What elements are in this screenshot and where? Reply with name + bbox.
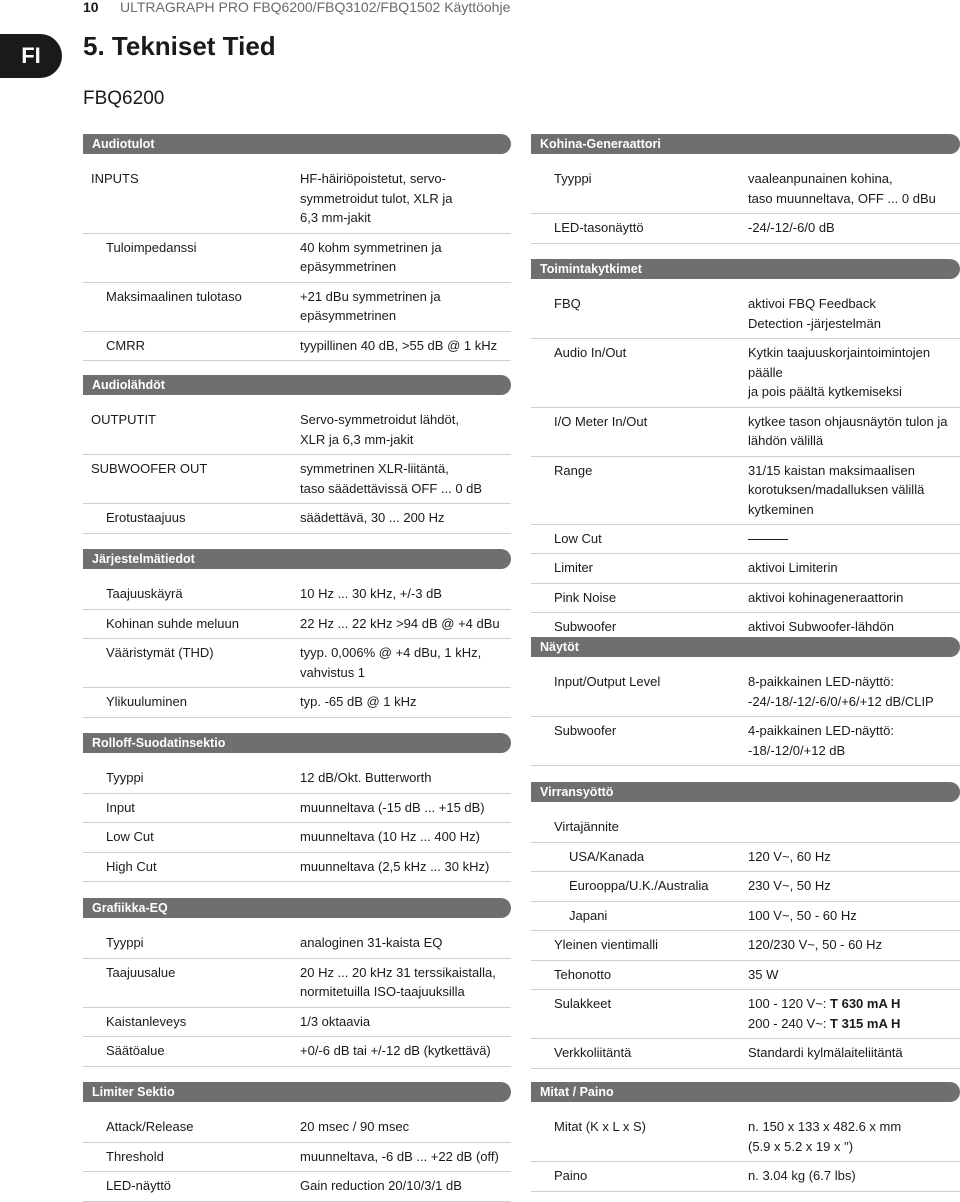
spec-label: Erotustaajuus [106,510,186,525]
spec-label: Attack/Release [106,1119,194,1134]
spec-row [531,339,960,408]
spec-label: Tyyppi [106,935,144,950]
spec-label: Paino [554,1168,588,1183]
spec-section-kohina-generaattori [531,134,960,244]
spec-label: Range [554,462,593,478]
spec-value: 10 Hz ... 30 kHz, +/-3 dB [300,586,442,601]
spec-row [531,457,960,526]
spec-row [83,1008,511,1038]
spec-value: 31/15 kaistan maksimaalisen korotuksen/madalluksen välillä kytkeminen [748,462,925,517]
spec-label: Input [106,799,135,815]
spec-value: tyypillinen 40 dB, >55 dB @ 1 kHz [300,337,498,353]
spec-row [531,717,960,766]
spec-value: n. 150 x 133 x 482.6 x mm (5.9 x 5.2 x 19 x ") [748,1119,902,1154]
spec-label: Taajuuskäyrä [106,586,183,601]
spec-row [83,283,511,332]
page-number: 10 [83,0,99,15]
spec-label: Low Cut [106,829,154,844]
spec-row [531,931,960,961]
spec-label: High Cut [106,858,157,874]
spec-value: muunneltava, -6 dB ... +22 dB (off) [300,1148,499,1164]
spec-value: 120 V~, 60 Hz [748,848,831,864]
spec-row [531,1162,960,1192]
spec-section-audiolahdot [83,375,511,534]
spec-value: typ. -65 dB @ 1 kHz [300,694,417,709]
spec-label: Taajuusalue [106,964,176,980]
spec-value: +21 dBu symmetrinen ja epäsymmetrinen [300,288,441,323]
spec-value: 4-paikkainen LED-näyttö: -18/-12/0/+12 dB [748,723,894,758]
spec-row [83,959,511,1008]
empty-value-dash [748,529,960,548]
spec-label: Yleinen vientimalli [554,937,659,952]
spec-value: muunneltava (2,5 kHz ... 30 kHz) [300,858,490,874]
section-header: Grafiikka-EQ [83,898,511,918]
spec-label: Maksimaalinen tulotaso [106,288,242,304]
section-header: Kohina-Generaattori [531,134,960,154]
spec-value: muunneltava (10 Hz ... 400 Hz) [300,829,480,844]
spec-row [531,584,960,614]
spec-label: Tehonotto [554,966,612,982]
spec-label: Input/Output Level [554,674,661,689]
model-title: FBQ6200 [83,88,165,109]
spec-row [531,525,960,554]
fuse-voltage: 200 - 240 V~: [748,1015,831,1031]
spec-label: OUTPUTIT [91,412,156,427]
spec-section-audiotulot [83,134,511,361]
spec-section-toimintakytkimet [531,259,960,643]
spec-row [83,165,511,234]
spec-label: Subwoofer [554,619,617,634]
spec-value: Gain reduction 20/10/3/1 dB [300,1178,462,1193]
spec-row [83,929,511,959]
spec-row [83,794,511,824]
spec-value: aktivoi Subwoofer-lähdön [748,619,894,634]
spec-label: Kaistanleveys [106,1013,187,1029]
spec-row [83,406,511,455]
spec-label: Vääristymät (THD) [106,645,214,660]
spec-value: Kytkin taajuuskorjaintoimintojen päälle ja pois päältä kytkemiseksi [748,345,931,399]
spec-label: Tyyppi [106,770,144,785]
spec-section-limiter-sektio [83,1082,511,1202]
manual-title: ULTRAGRAPH PRO FBQ6200/FBQ3102/FBQ1502 Käyttöohje [120,0,511,15]
spec-row [83,580,511,610]
spec-value: Standardi kylmälaiteliitäntä [748,1045,903,1060]
spec-row [83,332,511,362]
section-title: 5. Tekniset Tied [83,31,276,61]
fuse-rating: T 630 mA H [830,996,901,1011]
spec-value: Servo-symmetroidut lähdöt, XLR ja 6,3 mm-jakit [300,412,459,447]
spec-row [531,165,960,214]
spec-label: SUBWOOFER OUT [91,461,208,476]
spec-label: Limiter [554,560,594,575]
spec-value [748,817,960,837]
section-header: Mitat / Paino [531,1082,960,1102]
spec-row [531,843,960,873]
spec-row [83,1143,511,1173]
spec-row [83,1037,511,1067]
spec-label: Threshold [106,1148,164,1164]
spec-label: USA/Kanada [569,848,645,864]
section-header: Virransyöttö [531,782,960,802]
spec-value: 20 msec / 90 msec [300,1119,410,1134]
left-spec-column [83,0,511,1199]
spec-label: Audio In/Out [554,345,627,360]
spec-label: Japani [569,907,608,923]
section-header: Järjestelmätiedot [83,549,511,569]
spec-label: FBQ [554,296,581,311]
spec-value: 35 W [748,966,779,982]
spec-label: Tuloimpedanssi [106,239,197,255]
spec-label: Ylikuuluminen [106,694,187,709]
spec-label: Säätöalue [106,1043,165,1058]
spec-value: analoginen 31-kaista EQ [300,935,443,950]
spec-value: 22 Hz ... 22 kHz >94 dB @ +4 dBu [300,615,500,631]
spec-row [531,408,960,457]
spec-label: Sulakkeet [554,996,612,1011]
spec-label: Eurooppa/U.K./Australia [569,878,709,893]
spec-row [83,455,511,504]
section-header: Audiolähdöt [83,375,511,395]
spec-label: CMRR [106,337,145,353]
spec-value: vaaleanpunainen kohina, taso muunneltava, OFF ... 0 dBu [748,171,936,206]
spec-row [83,1172,511,1202]
spec-value: kytkee tason ohjausnäytön tulon ja lähdön välillä [748,413,948,448]
section-header: Limiter Sektio [83,1082,511,1102]
spec-section-rolloff-suodatinsektio [83,733,511,882]
spec-row [531,990,960,1039]
spec-row [531,554,960,584]
spec-value: 1/3 oktaavia [300,1013,371,1029]
spec-label: Subwoofer [554,723,617,738]
spec-value: -24/-12/-6/0 dB [748,220,835,235]
spec-label: Low Cut [554,531,602,546]
spec-section-grafiikka-eq [83,898,511,1067]
spec-label: Pink Noise [554,589,617,605]
spec-value: muunneltava (-15 dB ... +15 dB) [300,799,485,815]
spec-value: 100 V~, 50 - 60 Hz [748,907,857,923]
spec-row [83,764,511,794]
spec-value: HF-häiriöpoistetut, servo- symmetroidut tulot, XLR ja 6,3 mm-jakit [300,171,453,225]
spec-value: 8-paikkainen LED-näyttö: -24/-18/-12/-6/0/+6/+12 dB/CLIP [748,674,934,709]
section-header: Rolloff-Suodatinsektio [83,733,511,753]
spec-label: Verkkoliitäntä [554,1045,632,1060]
spec-value: symmetrinen XLR-liitäntä, taso säädettävissä OFF ... 0 dB [300,461,483,496]
fuse-voltage: 100 - 120 V~: [748,996,831,1011]
spec-row [531,668,960,717]
spec-value: 120/230 V~, 50 - 60 Hz [748,937,883,952]
spec-section-mitat-paino [531,1082,960,1192]
section-header: Näytöt [531,637,960,657]
spec-row [531,1039,960,1069]
spec-label: Tyyppi [554,171,592,186]
spec-row [531,961,960,991]
spec-row [83,234,511,283]
spec-label: I/O Meter In/Out [554,413,648,429]
spec-label: LED-näyttö [106,1178,172,1193]
spec-value [748,994,960,1033]
spec-value: 230 V~, 50 Hz [748,878,831,893]
spec-value: +0/-6 dB tai +/-12 dB (kytkettävä) [300,1043,491,1058]
spec-value: n. 3.04 kg (6.7 lbs) [748,1168,856,1183]
spec-value: säädettävä, 30 ... 200 Hz [300,510,445,525]
spec-row [531,872,960,902]
spec-row [83,504,511,534]
spec-value: aktivoi FBQ Feedback Detection -järjestelmän [748,296,881,331]
section-header: Toimintakytkimet [531,259,960,279]
spec-section-virransyotto [531,782,960,1069]
spec-value: 20 Hz ... 20 kHz 31 terssikaistalla, normitetuilla ISO-taajuuksilla [300,964,496,999]
spec-row [83,1113,511,1143]
spec-row [83,688,511,718]
spec-label: INPUTS [91,171,139,186]
spec-row [531,902,960,932]
spec-row [531,813,960,843]
spec-row [83,823,511,853]
fuse-rating: T 315 mA H [830,1015,901,1031]
spec-value: aktivoi kohinageneraattorin [748,589,904,605]
right-spec-column [531,0,960,1199]
spec-label: Mitat (K x L x S) [554,1119,646,1134]
spec-label: Kohinan suhde meluun [106,615,239,631]
spec-value: 12 dB/Okt. Butterworth [300,770,432,785]
spec-value: tyyp. 0,006% @ +4 dBu, 1 kHz, vahvistus 1 [300,645,482,680]
language-badge: FI [0,34,62,78]
spec-value: aktivoi Limiterin [748,560,838,575]
spec-row [531,1113,960,1162]
spec-label: Virtajännite [554,819,619,834]
spec-section-naytot [531,637,960,766]
spec-row [531,290,960,339]
spec-row [83,639,511,688]
spec-value: 40 kohm symmetrinen ja epäsymmetrinen [300,239,442,274]
section-header: Audiotulot [83,134,511,154]
spec-row [531,214,960,244]
spec-label: LED-tasonäyttö [554,220,644,235]
spec-row [83,853,511,883]
spec-row [83,610,511,640]
spec-section-jarjestelmatiedot [83,549,511,718]
